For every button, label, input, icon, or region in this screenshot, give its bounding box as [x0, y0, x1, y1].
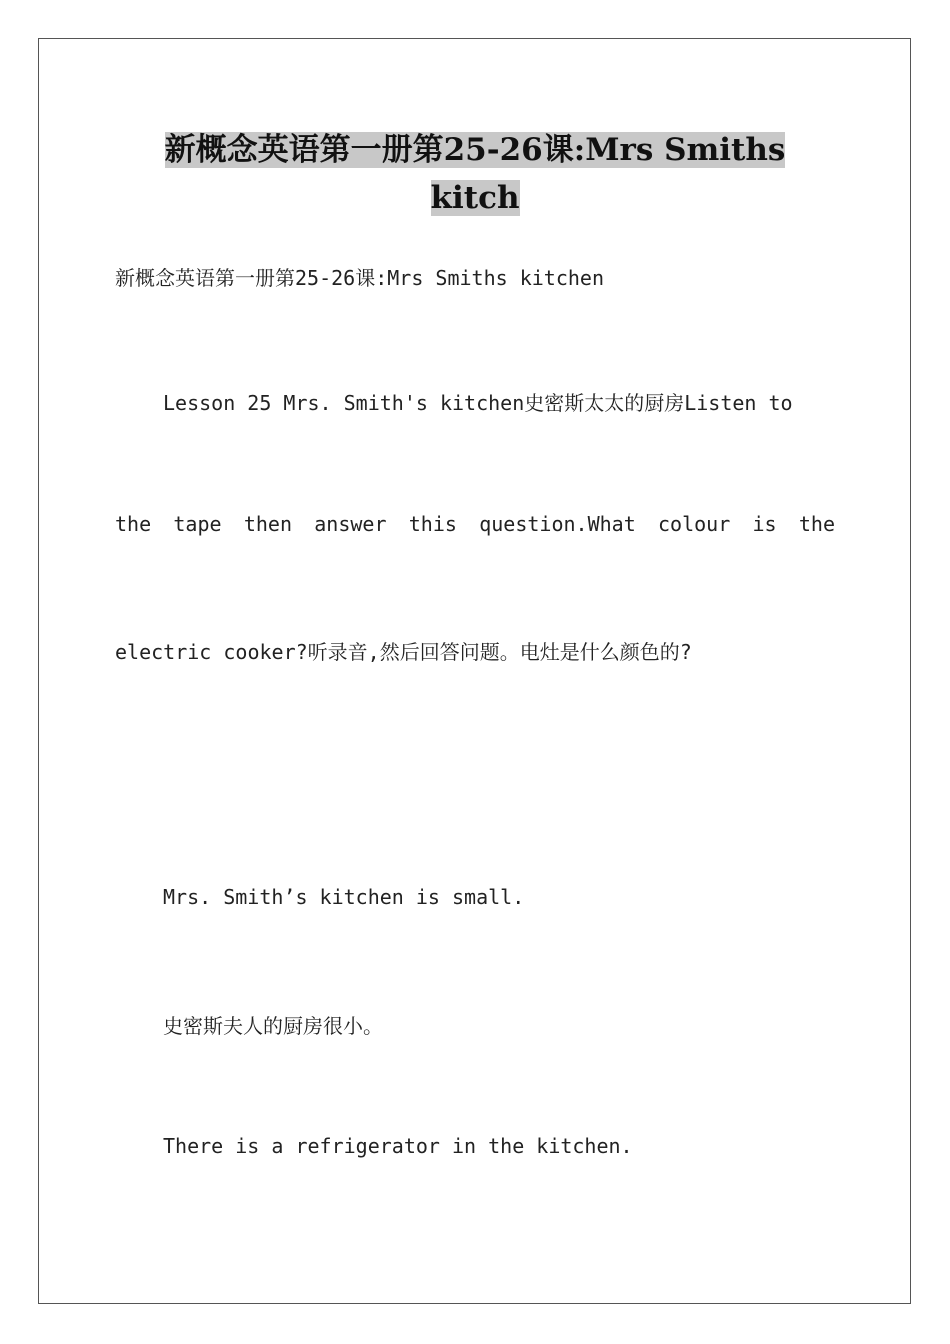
sentence-english: Mrs. Smith’s kitchen is small.	[163, 885, 525, 909]
sentence-english: There is a refrigerator in the kitchen.	[163, 1134, 633, 1158]
title-line-1: 新概念英语第一册第25-26课:Mrs Smiths	[164, 132, 786, 168]
paragraph-line: the tape then answer this question.What colour is the	[115, 512, 835, 536]
document-title	[115, 126, 835, 222]
sentence-chinese: 史密斯夫人的厨房很小。	[163, 1014, 383, 1038]
page-border	[38, 38, 911, 1304]
subtitle: 新概念英语第一册第25-26课:Mrs Smiths kitchen	[115, 266, 604, 290]
paragraph-line: Lesson 25 Mrs. Smith's kitchen史密斯太太的厨房Listen to	[163, 391, 793, 415]
title-line-2: kitch	[430, 180, 520, 216]
paragraph-line: electric cooker?听录音,然后回答问题。电灶是什么颜色的?	[115, 640, 692, 664]
